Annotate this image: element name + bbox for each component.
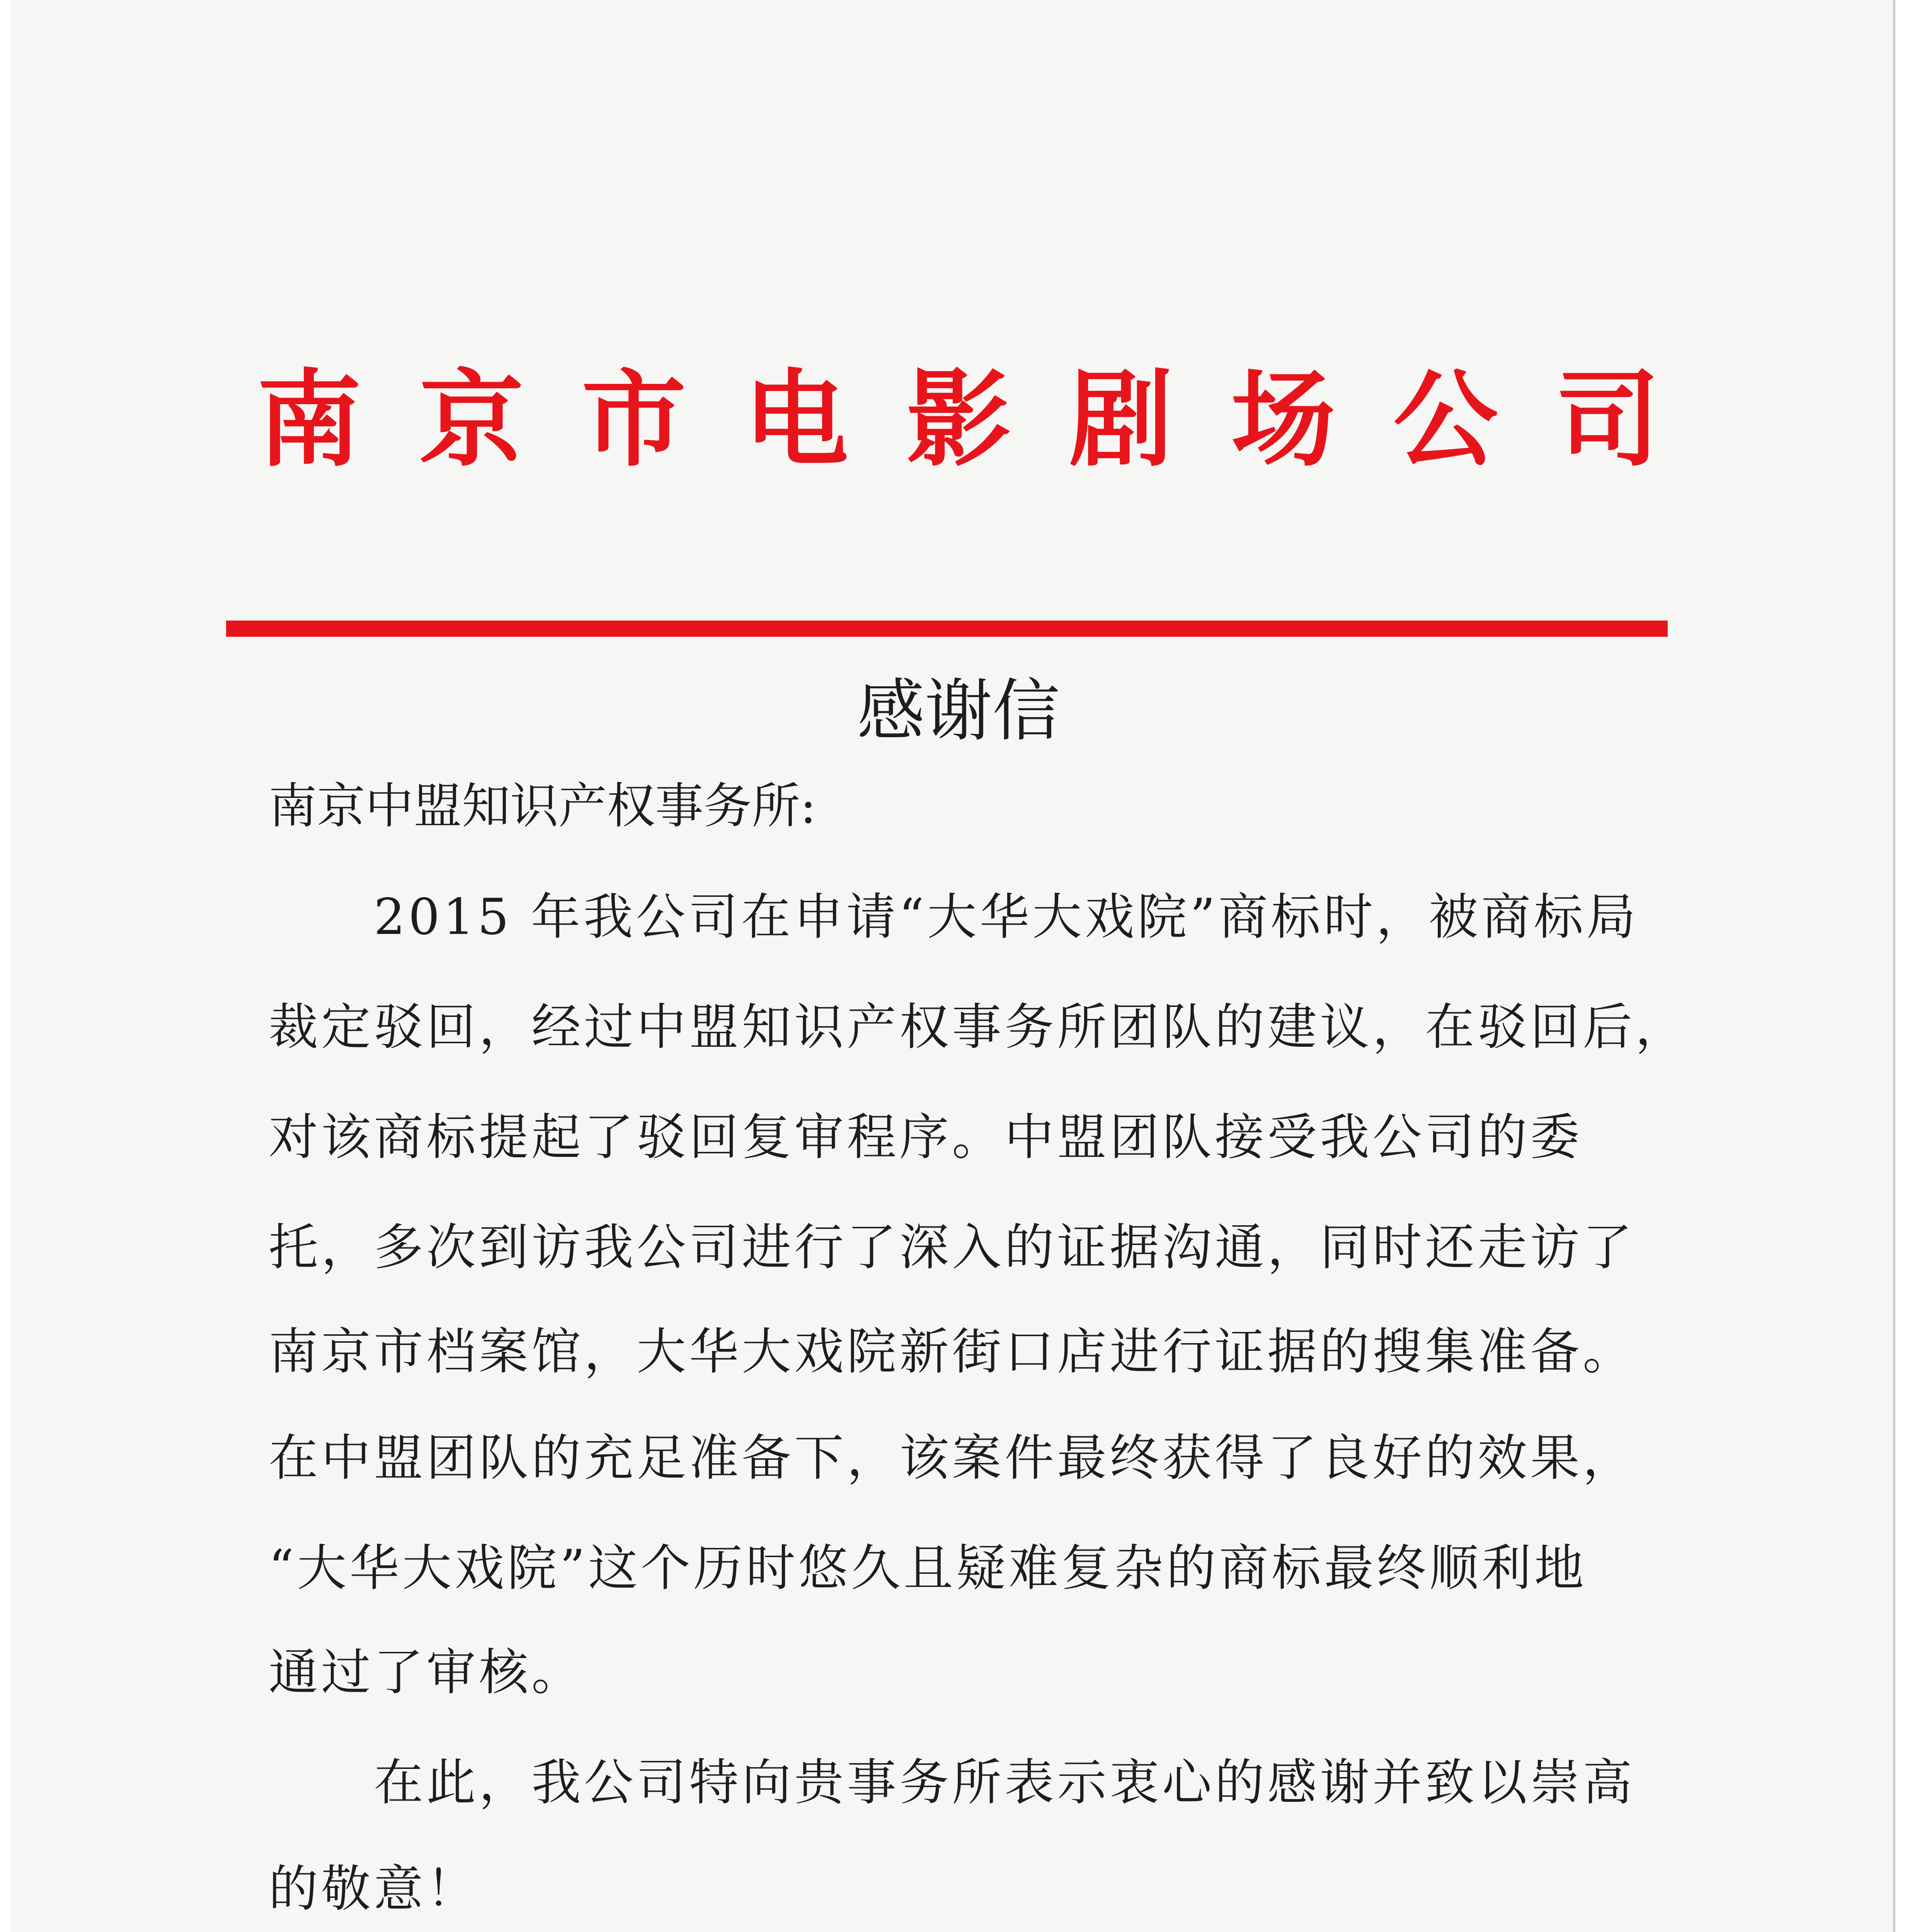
letter-salutation: 南京中盟知识产权事务所: [269,778,817,834]
body-line: 在此，我公司特向贵事务所表示衷心的感谢并致以崇高 [269,1754,1636,1811]
letter-title: 感谢信 [857,672,1060,750]
body-line: 在中盟团队的充足准备下，该案件最终获得了良好的效果， [269,1429,1636,1487]
letterhead-divider [226,621,1668,637]
body-line: 通过了审核。 [269,1644,584,1701]
body-line: 裁定驳回，经过中盟知识产权事务所团队的建议，在驳回后， [269,998,1688,1056]
body-line: “大华大戏院”这个历时悠久且疑难复杂的商标最终顺利地 [269,1539,1587,1597]
body-line: 南京市档案馆，大华大戏院新街口店进行证据的搜集准备。 [269,1323,1636,1381]
body-line: 的敬意！ [269,1860,479,1918]
body-line: 托，多次到访我公司进行了深入的证据沟通，同时还走访了 [269,1219,1636,1276]
body-line: 对该商标提起了驳回复审程序。中盟团队接受我公司的委 [269,1109,1583,1166]
body-line: 2015 年我公司在申请“大华大戏院”商标时，被商标局 [269,888,1639,946]
letterhead-company-name: 南京市电影剧场公司 [257,358,1718,481]
